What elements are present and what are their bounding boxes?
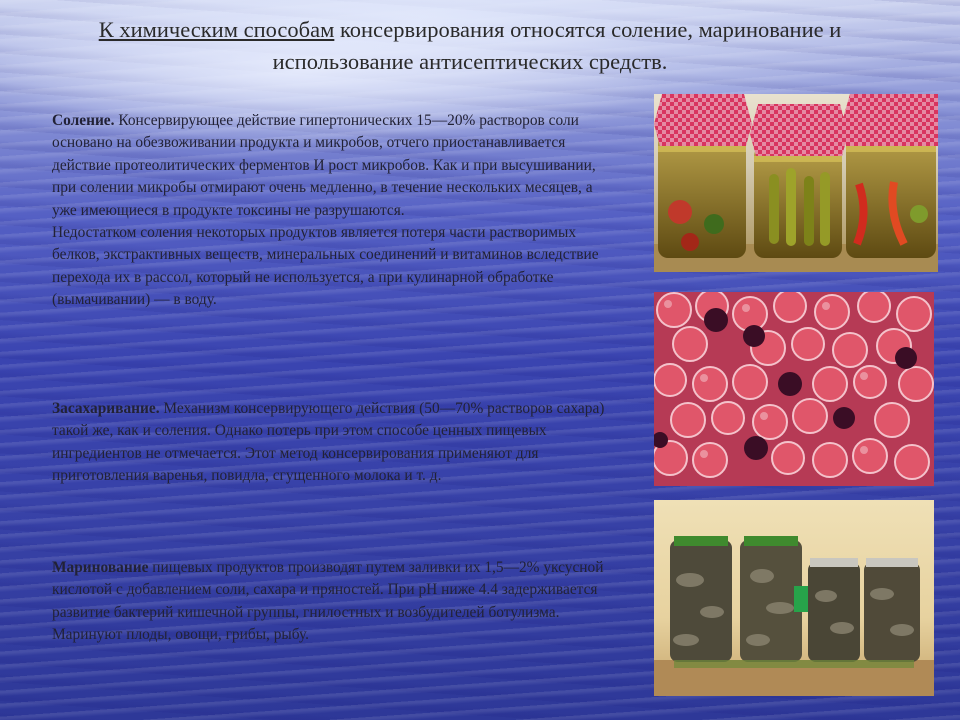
salting-heading: Соление. [52, 112, 115, 129]
pickled-vegetable-jars-photo [654, 94, 938, 272]
sugaring-paragraph [52, 398, 617, 488]
salting-text-2: Недостатком соления некоторых продуктов является потеря части растворимых белков, экстрактивных веществ, минеральных соединений и витаминов вследствие перехода их в рассол, который не используется, а при кулинарной обработке (вымачивании) — в воду. [52, 224, 599, 309]
marinating-heading: Маринование [52, 559, 149, 576]
sugared-berries-photo [654, 292, 934, 486]
sugaring-text: Механизм консервирующего действия (50—70% раствоpов сахара) такой же, как и соления. Однако потерь при этом способе ценных пищевых ингредиентов не отмечается. Этот метод консервирования применяют для приготовления варенья, повидла, сгущенного молока и т. д. [52, 400, 605, 485]
salting-paragraph [52, 110, 617, 312]
title-rest: консервирования относятся соление, маринование и использование антисептических средств. [272, 17, 842, 74]
marinating-paragraph [52, 557, 617, 647]
sugaring-heading: Засахаривание. [52, 400, 160, 417]
marinated-mushroom-jars-photo [654, 500, 934, 696]
title-underlined: К химическим способам [98, 17, 335, 42]
salting-text: Консервирующее действие гипертонических 15—20% растворов соли основано на обезвоживании продукта и микробов, отчего приостанавливается действие протеолитических ферментов И рост микробов. Как и при высушивании, при солении микробы отмирают очень медленно, в течение нескольких месяцев, а уже имеющиеся в продукте токсины не разрушаются. [52, 112, 596, 219]
marinating-text: пищевых продуктов производят путем заливки их 1,5—2% уксусной кислотой с добавлением соли, сахара и пряностей. При рН ниже 4.4 задерживается развитие бактерий кишечной группы, гнилостных и возбудителей ботулизма. Маринуют плоды, овощи, грибы, рыбу. [52, 559, 604, 644]
slide-title [60, 14, 880, 78]
